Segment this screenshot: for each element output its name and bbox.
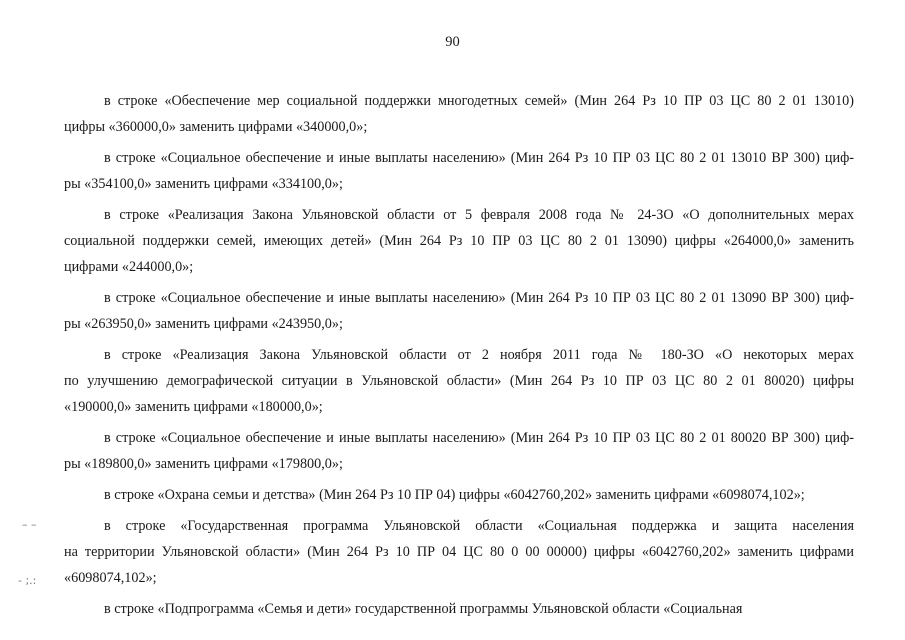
amendment-paragraph xyxy=(64,285,854,337)
paragraph-line: в строке «Социальное обеспечение и иные выплаты населению» (Мин 264 Рз 10 ПР 03 ЦС 80 2 01 13010 ВР 300) циф- xyxy=(104,150,854,166)
amendment-paragraph xyxy=(64,482,854,508)
paragraph-line: в строке «Подпрограмма «Семья и дети» государственной программы Ульяновской области «Социальная xyxy=(104,601,743,617)
paragraph-line: в строке «Социальное обеспечение и иные выплаты населению» (Мин 264 Рз 10 ПР 03 ЦС 80 2 01 13090 ВР 300) циф- xyxy=(104,290,854,306)
amendment-paragraph xyxy=(64,202,854,280)
paragraph-line: на территории Ульяновской области» (Мин 264 Рз 10 ПР 04 ЦС 80 0 00 00000) цифры «6042760,202» заменить цифрами xyxy=(64,544,854,560)
amendment-paragraph xyxy=(64,342,854,420)
paragraph-line: ры «189800,0» заменить цифрами «179800,0»; xyxy=(64,456,343,472)
paragraph-line: в строке «Реализация Закона Ульяновской области от 5 февраля 2008 года № 24-ЗО «О дополнительных мерах xyxy=(104,207,854,223)
paragraph-line: по улучшению демографической ситуации в Ульяновской области» (Мин 264 Рз 10 ПР 03 ЦС 80 2 01 80020) цифры xyxy=(64,373,854,389)
paragraph-line: в строке «Реализация Закона Ульяновской области от 2 ноября 2011 года № 180-ЗО «О некоторых мерах xyxy=(104,347,854,363)
paragraph-line: ры «354100,0» заменить цифрами «334100,0»; xyxy=(64,176,343,192)
paragraph-line: в строке «Охрана семьи и детства» (Мин 264 Рз 10 ПР 04) цифры «6042760,202» заменить цифрами «6098074,102»; xyxy=(104,487,805,503)
paragraph-line: в строке «Социальное обеспечение и иные выплаты населению» (Мин 264 Рз 10 ПР 03 ЦС 80 2 01 80020 ВР 300) циф- xyxy=(104,430,854,446)
amendment-paragraph xyxy=(64,425,854,477)
paragraph-line: в строке «Обеспечение мер социальной поддержки многодетных семей» (Мин 264 Рз 10 ПР 03 ЦС 80 2 01 13010) xyxy=(104,93,854,109)
page-number: 90 xyxy=(445,34,460,50)
amendment-paragraph xyxy=(64,596,854,622)
paragraph-line: в строке «Государственная программа Ульяновской области «Социальная поддержка и защита населения xyxy=(104,518,854,534)
paragraph-line: социальной поддержки семей, имеющих детей» (Мин 264 Рз 10 ПР 03 ЦС 80 2 01 13090) цифры «264000,0» заменить xyxy=(64,233,854,249)
scan-mark: – – xyxy=(22,518,37,531)
amendment-paragraph xyxy=(64,145,854,197)
paragraph-line: ры «263950,0» заменить цифрами «243950,0»; xyxy=(64,316,343,332)
document-body xyxy=(64,88,854,627)
paragraph-line: «6098074,102»; xyxy=(64,570,157,586)
amendment-paragraph xyxy=(64,88,854,140)
amendment-paragraph xyxy=(64,513,854,591)
paragraph-line: цифры «360000,0» заменить цифрами «340000,0»; xyxy=(64,119,368,135)
scan-mark: - ;.: xyxy=(18,574,37,587)
paragraph-line: «190000,0» заменить цифрами «180000,0»; xyxy=(64,399,323,415)
paragraph-line: цифрами «244000,0»; xyxy=(64,259,194,275)
